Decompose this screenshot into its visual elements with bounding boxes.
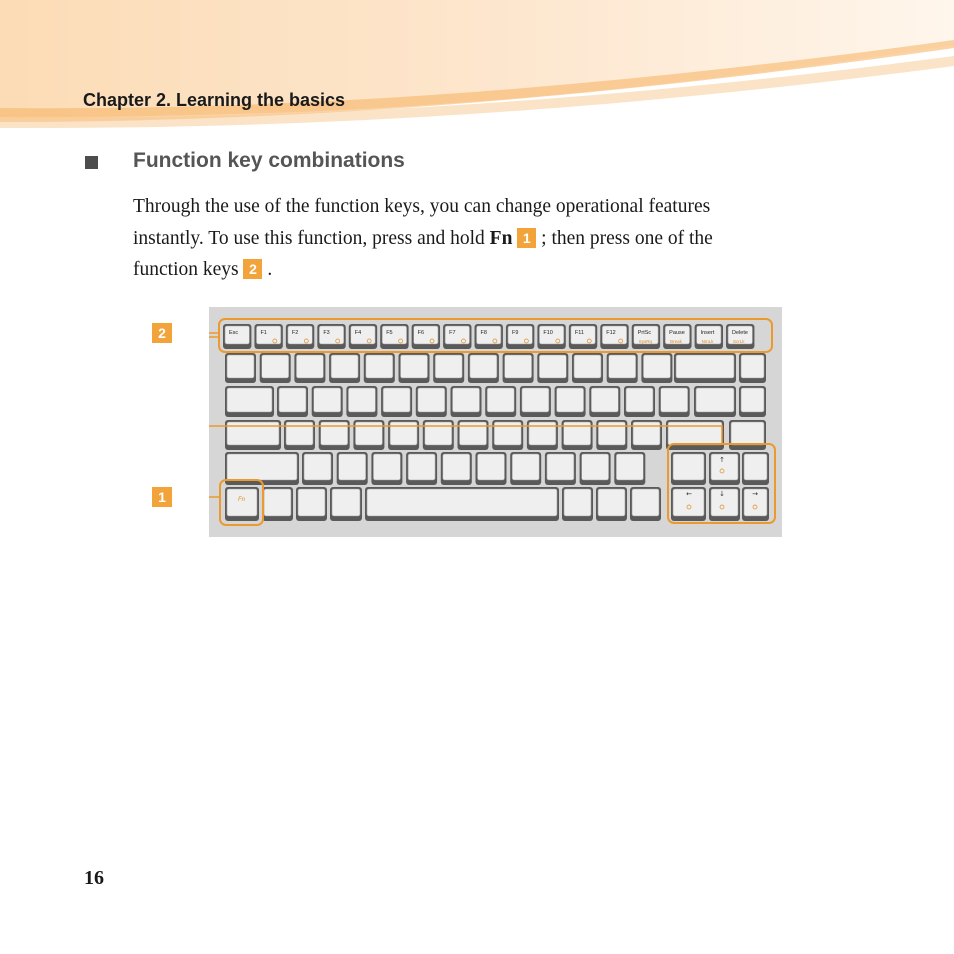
keyboard-key	[589, 386, 620, 417]
keyboard-key	[630, 487, 661, 521]
function-key-secondary-label: NmLk	[701, 339, 714, 344]
fn-key	[225, 487, 259, 521]
function-key-label: F7	[449, 330, 456, 336]
keyboard-keys	[225, 353, 769, 521]
keyboard-callout-badge-1: 1	[152, 487, 172, 507]
function-key	[600, 324, 628, 349]
function-key-label: F3	[323, 330, 330, 336]
keyboard-key	[596, 420, 627, 450]
keyboard-key	[364, 353, 395, 383]
keyboard-key	[433, 353, 464, 383]
keyboard-key	[296, 487, 327, 521]
keyboard-key	[631, 420, 662, 450]
keyboard-key	[555, 386, 586, 417]
function-key-label: Esc	[229, 330, 239, 336]
function-key-label: F8	[480, 330, 487, 336]
callout-badge-2: 2	[243, 259, 262, 279]
keyboard-key	[674, 353, 736, 383]
function-key	[349, 324, 377, 349]
function-key	[726, 324, 754, 349]
keyboard-key	[225, 420, 281, 450]
keyboard-key	[614, 452, 645, 485]
page-number: 16	[84, 867, 104, 889]
paragraph-line-1	[133, 196, 710, 218]
function-key	[632, 324, 660, 349]
space-bar	[365, 487, 559, 521]
function-key	[317, 324, 345, 349]
paragraph-text: instantly. To use this function, press and hold	[133, 228, 490, 249]
keyboard-key	[562, 420, 593, 450]
function-key-row	[223, 324, 754, 349]
function-key-label: F1	[260, 330, 267, 336]
arrow-up-icon: ↑	[719, 456, 725, 464]
arrow-right-icon: →	[752, 490, 758, 498]
paragraph-text: ; then press one of the	[541, 228, 713, 249]
keyboard-key	[399, 353, 430, 383]
keyboard-key	[485, 386, 516, 417]
keyboard-key	[537, 353, 568, 383]
function-key	[475, 324, 503, 349]
function-key	[223, 324, 251, 349]
keyboard-key	[545, 452, 576, 485]
function-key-label: F9	[511, 330, 519, 336]
function-key-label: F10	[543, 330, 553, 336]
keyboard-key	[527, 420, 558, 450]
keyboard-key	[476, 452, 507, 485]
keyboard-key	[742, 452, 769, 485]
keyboard-key	[739, 386, 766, 417]
keyboard-key	[381, 386, 412, 417]
paragraph-text: .	[267, 259, 273, 280]
function-key-label: F12	[606, 330, 616, 336]
keyboard-key	[624, 386, 655, 417]
keyboard-key	[666, 420, 724, 450]
keyboard-key	[729, 420, 766, 450]
fn-key-label: Fn	[238, 497, 246, 503]
keyboard-key	[294, 353, 325, 383]
keyboard-key	[353, 420, 384, 450]
arrow-down-icon: ↓	[719, 490, 725, 498]
function-key-label: F4	[354, 330, 362, 336]
function-key	[443, 324, 471, 349]
keyboard-key	[671, 452, 706, 485]
keyboard-key	[641, 353, 672, 383]
section-title: Function key combinations	[133, 149, 405, 172]
keyboard-callout-badge-2: 2	[152, 323, 172, 343]
keyboard-key	[319, 420, 350, 450]
function-key	[286, 324, 314, 349]
keyboard-key	[277, 386, 308, 417]
keyboard-key	[739, 353, 766, 383]
paragraph-line-3	[133, 259, 272, 281]
keyboard-key	[406, 452, 437, 485]
function-key	[663, 324, 691, 349]
keyboard-key	[572, 353, 603, 383]
arrow-left-icon: ←	[686, 490, 692, 498]
keyboard-key	[492, 420, 523, 450]
function-key	[506, 324, 534, 349]
keyboard-key	[441, 452, 472, 485]
function-key-secondary-label: SysRq	[638, 339, 652, 344]
keyboard-key	[388, 420, 419, 450]
function-key-label: Delete	[732, 330, 748, 336]
function-key	[695, 324, 723, 349]
keyboard-key	[312, 386, 343, 417]
keyboard-key	[225, 353, 256, 383]
keyboard-illustration	[209, 307, 782, 537]
keyboard-key	[520, 386, 551, 417]
function-key	[380, 324, 408, 349]
keyboard-key	[262, 487, 293, 521]
section-bullet-icon	[85, 156, 98, 169]
keyboard-key	[510, 452, 541, 485]
keyboard-key	[607, 353, 638, 383]
keyboard-key	[329, 353, 360, 383]
keyboard-key	[284, 420, 315, 450]
function-key	[569, 324, 597, 349]
paragraph-text: function keys	[133, 259, 244, 280]
keyboard-key	[371, 452, 402, 485]
function-key-label: PrtSc	[637, 330, 652, 336]
function-key-secondary-label: Break	[670, 339, 682, 344]
keyboard-key	[302, 452, 333, 485]
keyboard-key	[503, 353, 534, 383]
function-key-label: Insert	[700, 330, 715, 336]
keyboard-key	[580, 452, 611, 485]
keyboard-key	[562, 487, 593, 521]
callout-badge-1: 1	[517, 228, 536, 248]
function-key-label: F11	[574, 330, 584, 336]
function-key-label: F5	[386, 330, 393, 336]
keyboard-key	[260, 353, 291, 383]
keyboard-key	[694, 386, 736, 417]
keyboard-key	[330, 487, 362, 521]
keyboard-key	[659, 386, 690, 417]
chapter-title: Chapter 2. Learning the basics	[83, 90, 346, 110]
function-key-label: F2	[291, 330, 299, 336]
paragraph-line-2	[133, 228, 713, 250]
keyboard-key	[423, 420, 454, 450]
keyboard-key	[458, 420, 489, 450]
keyboard-key	[225, 386, 274, 417]
function-key-label: F6	[417, 330, 425, 336]
keyboard-key	[337, 452, 368, 485]
keyboard-key	[468, 353, 499, 383]
keyboard-key	[451, 386, 482, 417]
function-key-secondary-label: ScrLk	[733, 339, 745, 344]
function-key	[412, 324, 440, 349]
keyboard-key	[346, 386, 377, 417]
function-key	[254, 324, 282, 349]
keyboard-key	[416, 386, 447, 417]
function-key	[537, 324, 565, 349]
function-key-label: Pause	[669, 330, 685, 336]
fn-key-text: Fn	[489, 228, 513, 249]
keyboard-key	[596, 487, 627, 521]
paragraph-text: Through the use of the function keys, you can change operational features	[133, 196, 711, 217]
